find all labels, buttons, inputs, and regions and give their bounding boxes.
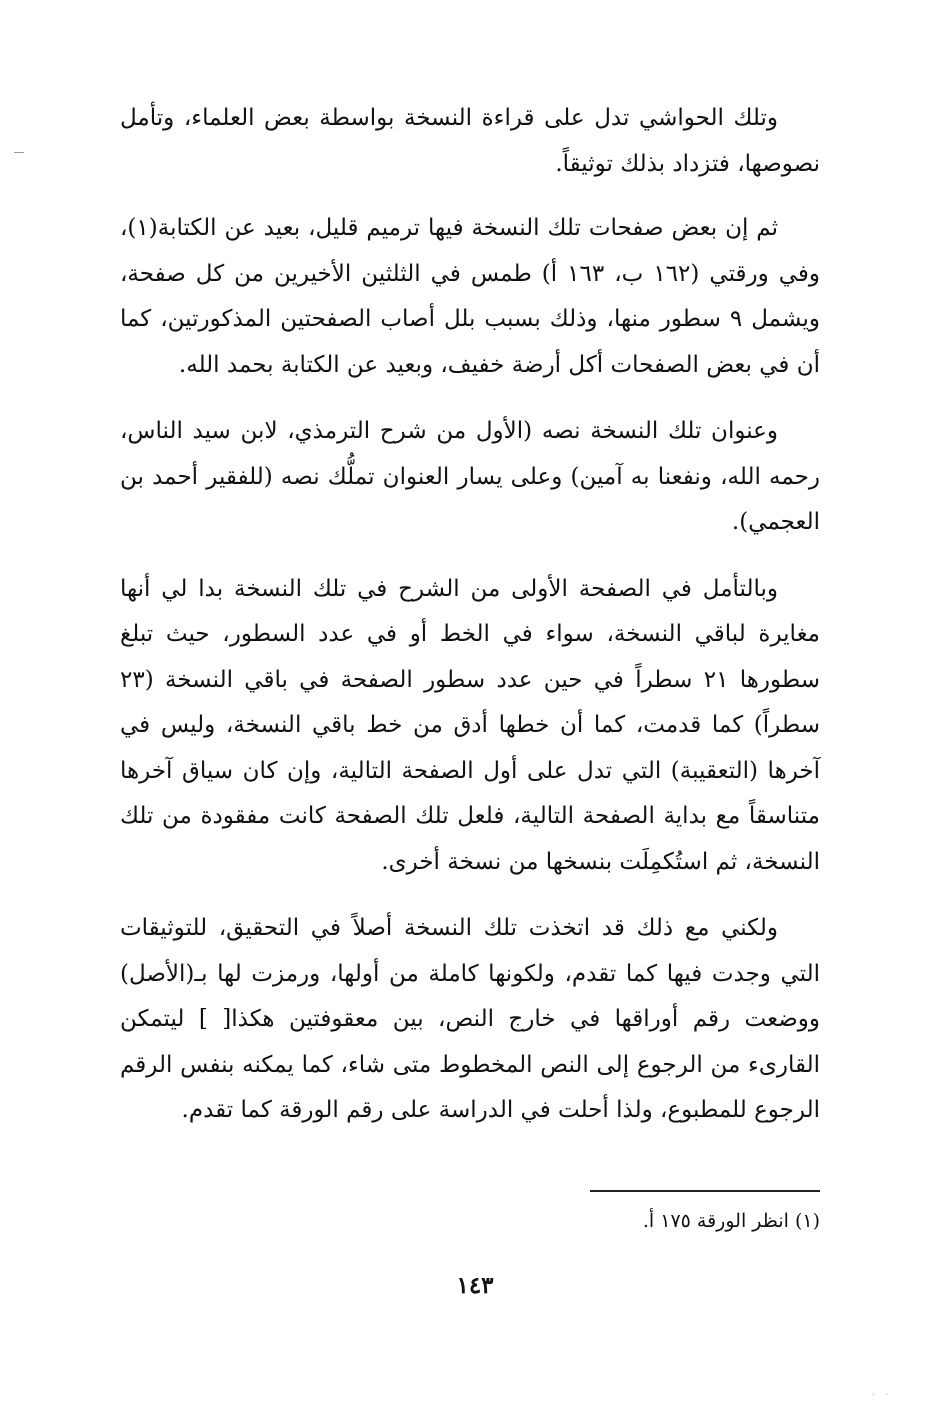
paragraph-5: ولكني مع ذلك قد اتخذت تلك النسخة أصلاً في التحقيق، للتوثيقات التي وجدت فيها كما تقدم، ولكونها كاملة من أولها، ورمزت لها بـ(الأصل) ووضعت رقم أوراقها في خارج النص، بين معقوفتين هكذا[ ] ليتمكن القارىء من الرجوع إلى النص المخطوط متى شاء، كما يمكنه بنفس الرقم الرجوع للمطبوع، ولذا أحلت في الدراسة على رقم الورقة كما تقدم. bbox=[120, 915, 820, 1123]
footnote: (١) انظر الورقة ١٧٥ أ. bbox=[642, 1210, 820, 1232]
paragraph-2: ثم إن بعض صفحات تلك النسخة فيها ترميم قليل، بعيد عن الكتابة(١)، وفي ورقتي (١٦٢ ب، ١٦٣ أ) طمس في الثلثين الأخيرين من كل صفحة، ويشمل ٩ سطور منها، وذلك بسبب بلل أصاب الصفحتين المذكورتين، كما أن في بعض الصفحات أكل أرضة خفيف، وبعيد عن الكتابة بحمد الله. bbox=[120, 215, 821, 378]
paragraph-3: وعنوان تلك النسخة نصه (الأول من شرح الترمذي، لابن سيد الناس، رحمه الله، ونفعنا به آمين) وعلى يسار العنوان تملُّك نصه (للفقير أحمد بن العجمي). bbox=[120, 418, 820, 535]
footnote-divider bbox=[590, 1190, 820, 1192]
margin-mark bbox=[14, 152, 24, 153]
main-text bbox=[120, 96, 820, 1155]
scan-dots: · · bbox=[872, 1390, 893, 1400]
paragraph-4: وبالتأمل في الصفحة الأولى من الشرح في تلك النسخة بدا لي أنها مغايرة لباقي النسخة، سواء في الخط أو في عدد السطور، حيث تبلغ سطورها ٢١ سطراً في حين عدد سطور الصفحة في باقي النسخة (٢٣ سطراً) كما قدمت، كما أن خطها أدق من خط باقي النسخة، وليس في آخرها (التعقيبة) التي تدل على أول الصفحة التالية، وإن كان سياق آخرها متناسقاً مع بداية الصفحة التالية، فلعل تلك الصفحة كانت مفقودة من تلك النسخة، ثم استُكمِلَت بنسخها من نسخة أخرى. bbox=[120, 575, 821, 875]
paragraph-1: وتلك الحواشي تدل على قراءة النسخة بواسطة بعض العلماء، وتأمل نصوصها، فتزداد بذلك توثيقاً. bbox=[120, 105, 820, 177]
page-number: ١٤٣ bbox=[456, 1272, 494, 1299]
